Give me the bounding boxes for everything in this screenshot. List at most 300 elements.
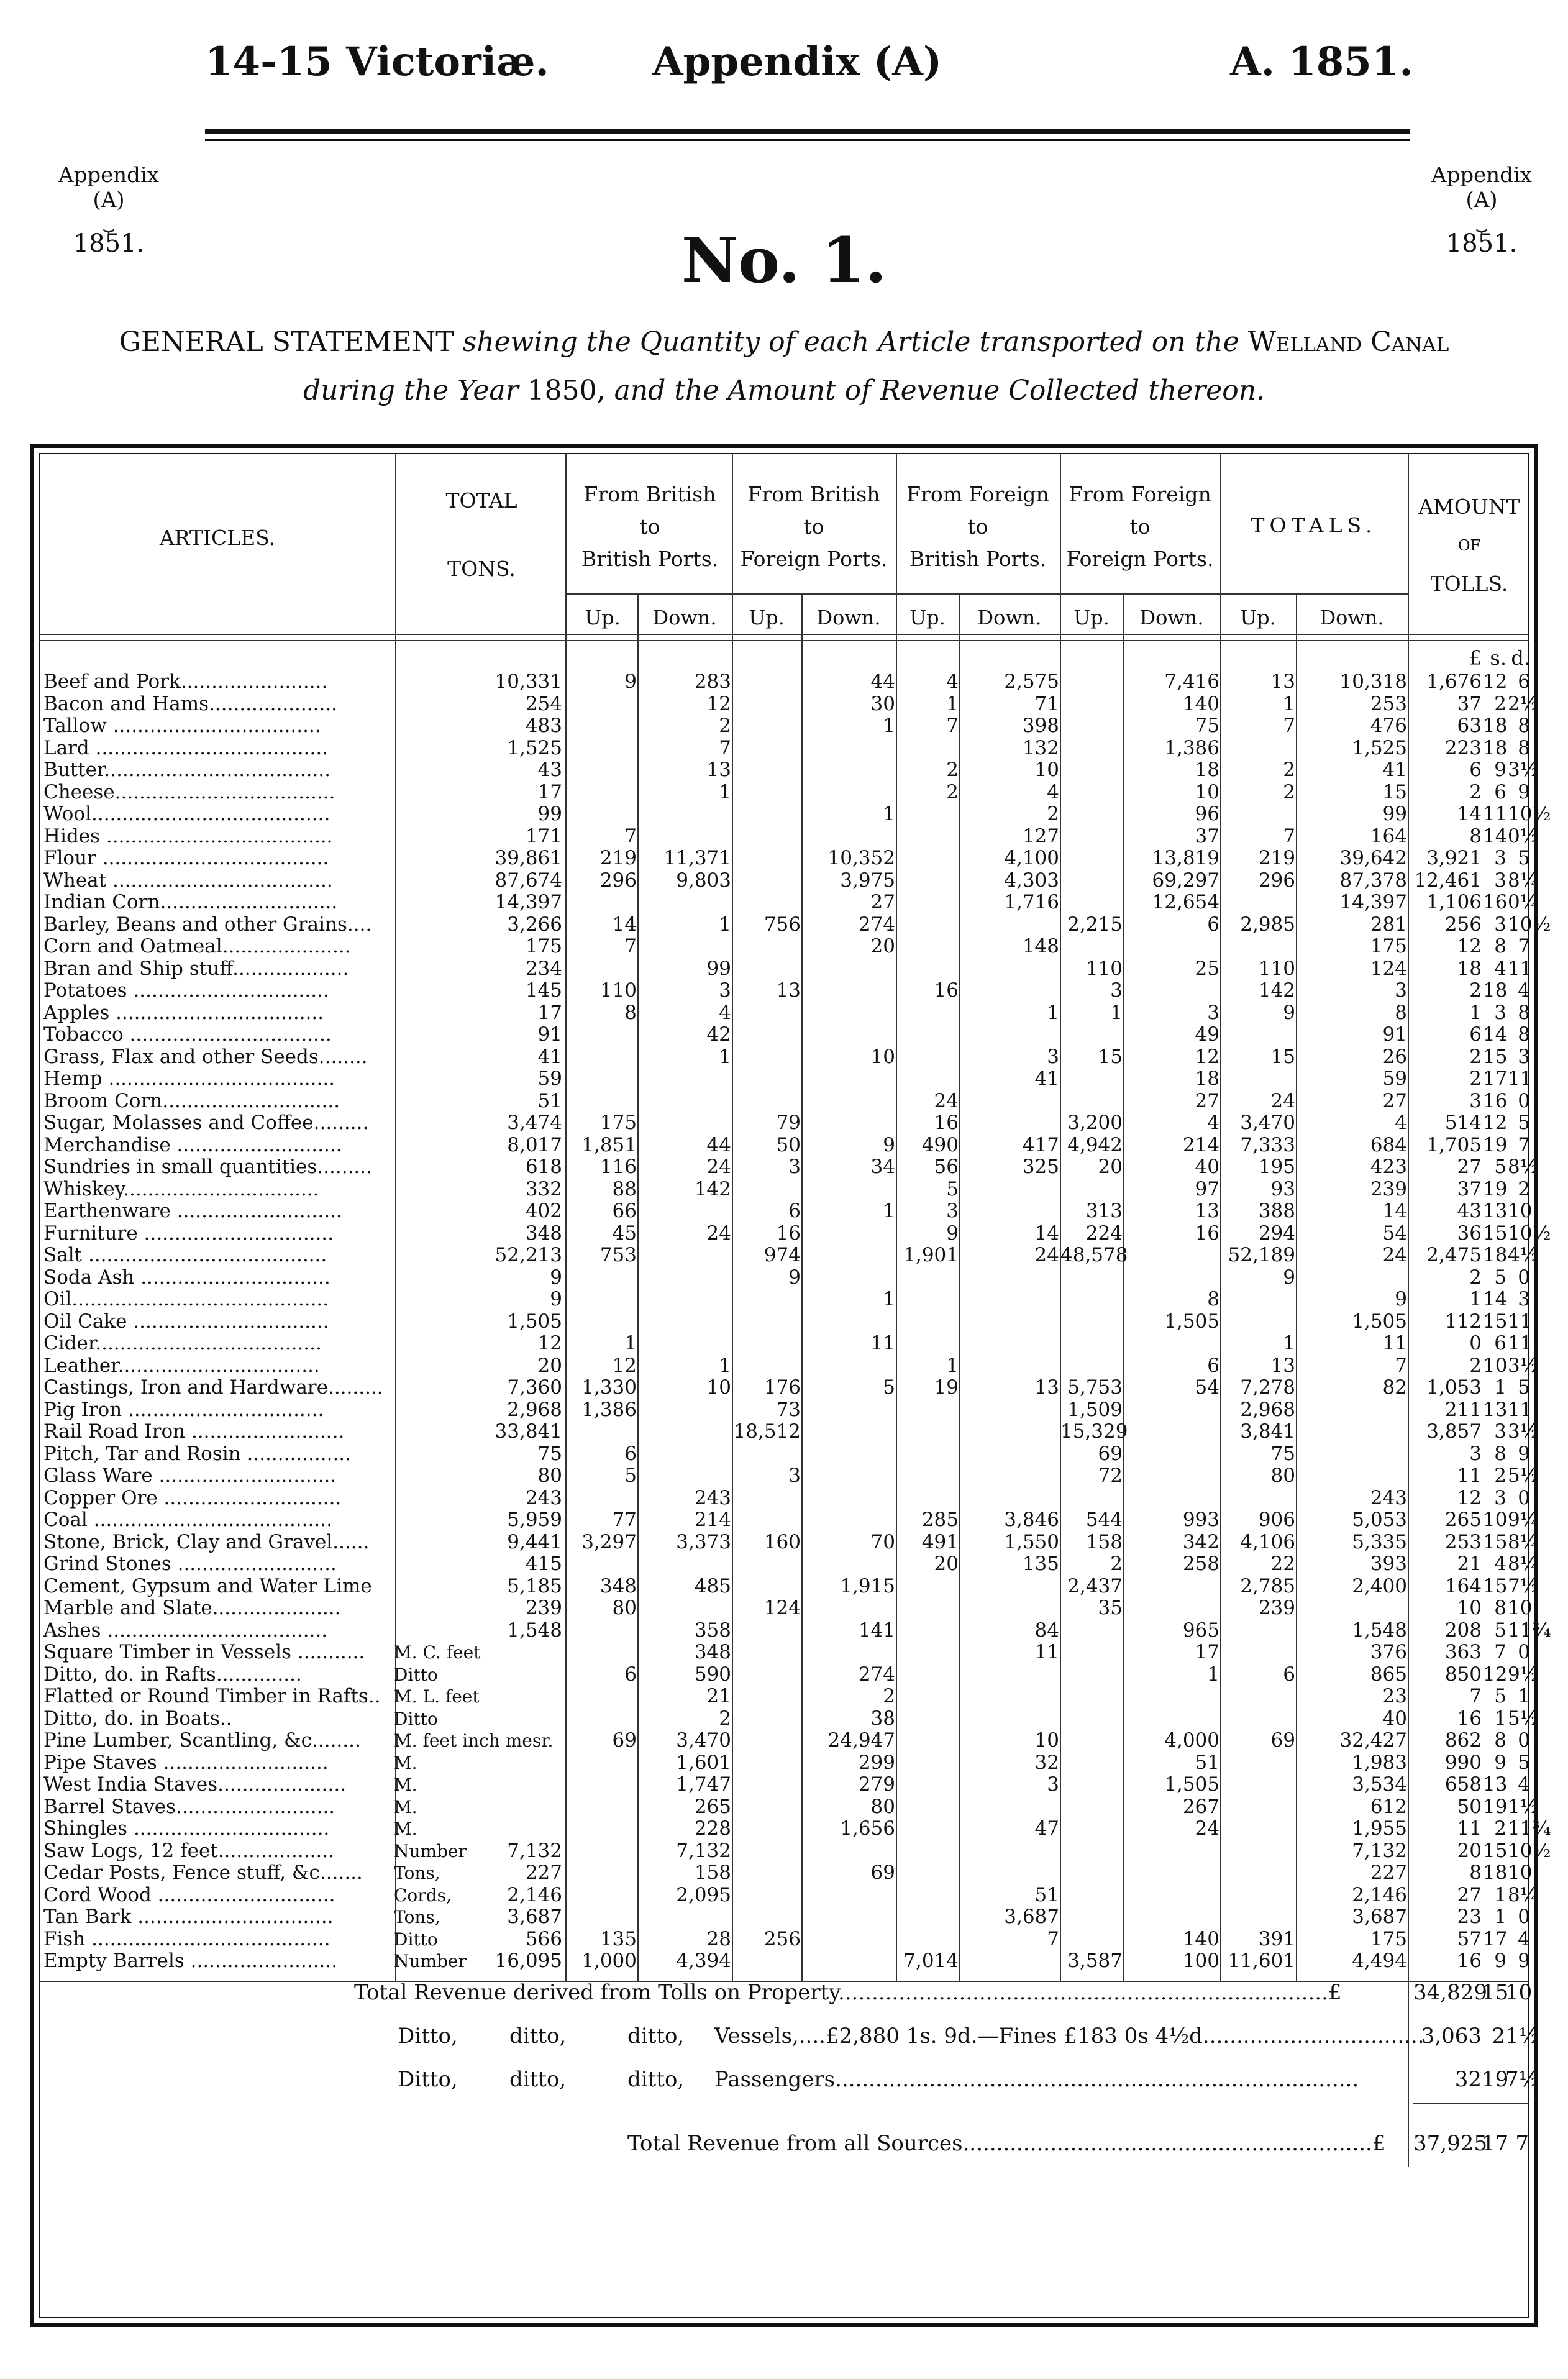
side-note-year: 1851. xyxy=(73,229,145,258)
total-tons: 17 xyxy=(537,1001,562,1024)
statement-w6: and the Amount of Revenue Collected thereon. xyxy=(614,375,1265,406)
tolls-shillings: 15 xyxy=(1483,1530,1508,1553)
tolls-shillings: 8 xyxy=(1494,1729,1506,1751)
col-header-bf-1: From British xyxy=(747,482,880,506)
bb-down: 243 xyxy=(694,1486,731,1509)
totals-up: 219 xyxy=(1258,847,1295,869)
table-row xyxy=(0,1135,1568,1157)
ff-down: 12 xyxy=(1195,1045,1219,1068)
totals-up: 52,189 xyxy=(1228,1244,1295,1266)
tolls-pence: 8¼ xyxy=(1508,869,1539,892)
table-row xyxy=(0,1223,1568,1245)
total-tons: 51 xyxy=(537,1089,562,1112)
tolls-pence: 10 xyxy=(1508,1597,1533,1619)
fb-up: 2 xyxy=(946,780,959,803)
col-header-totals: TOTALS. xyxy=(1251,513,1377,537)
tolls-pounds: 164 xyxy=(1444,1574,1482,1597)
revenue-property-shillings: 15 xyxy=(1482,1980,1509,2005)
totals-up: 7,333 xyxy=(1240,1133,1295,1156)
fb-down: 1 xyxy=(1047,1001,1059,1024)
totals-down: 2,146 xyxy=(1352,1883,1407,1906)
header-rule xyxy=(565,593,1408,595)
totals-down: 32,427 xyxy=(1339,1729,1407,1751)
ff-up: 20 xyxy=(1098,1156,1123,1178)
bf-down: 34 xyxy=(870,1156,895,1178)
bf-up: 9 xyxy=(788,1266,801,1289)
totals-up: 93 xyxy=(1270,1177,1295,1200)
ff-down: 1,505 xyxy=(1164,1773,1219,1796)
tolls-pounds: 11 xyxy=(1457,1464,1482,1487)
col-header-bb xyxy=(568,478,731,575)
fb-down: 1,550 xyxy=(1004,1530,1059,1553)
tolls-pence: 3 xyxy=(1518,1288,1530,1310)
totals-up: 2,985 xyxy=(1240,913,1295,936)
table-row xyxy=(0,1532,1568,1554)
bf-down: 70 xyxy=(870,1530,895,1553)
article-name: Pitch, Tar and Rosin ................. xyxy=(43,1442,352,1465)
totals-down: 239 xyxy=(1370,1177,1407,1200)
revenue-total-shillings: 17 xyxy=(1482,2131,1509,2156)
bb-up: 1,851 xyxy=(581,1133,637,1156)
tolls-pence: 8¼ xyxy=(1508,1553,1539,1575)
col-header-bb-2: to xyxy=(639,514,660,539)
tolls-pence: 11¾ xyxy=(1508,1817,1551,1840)
statement-w1: GENERAL STATEMENT xyxy=(119,326,454,358)
totals-down: 3,534 xyxy=(1352,1773,1407,1796)
tolls-shillings: 16 xyxy=(1483,1089,1508,1112)
ff-down: 96 xyxy=(1195,803,1219,825)
total-tons: 145 xyxy=(525,979,562,1002)
fb-down: 135 xyxy=(1022,1553,1059,1575)
tolls-shillings: 1 xyxy=(1494,1376,1506,1399)
totals-up: 906 xyxy=(1258,1509,1295,1531)
bb-up: 45 xyxy=(612,1221,637,1244)
tolls-pounds: 43 xyxy=(1457,1200,1482,1222)
ff-up: 3 xyxy=(1110,979,1123,1002)
article-name: Wool....................................... xyxy=(43,803,330,825)
tolls-shillings: 5 xyxy=(1494,1685,1506,1707)
ff-down: 258 xyxy=(1182,1553,1219,1575)
article-name: Salt ....................................... xyxy=(43,1244,327,1266)
total-tons: 332 xyxy=(525,1177,562,1200)
tolls-pence: 3½ xyxy=(1508,759,1539,781)
tolls-pence: 10 xyxy=(1508,1200,1533,1222)
table-row xyxy=(0,1884,1568,1907)
statement-title-line1 xyxy=(0,326,1568,358)
brace-icon: ⏟ xyxy=(103,211,114,232)
table-row xyxy=(0,803,1568,826)
col-header-total-2: TONS. xyxy=(447,557,516,581)
bb-down: 99 xyxy=(706,957,731,980)
bf-down: 141 xyxy=(858,1619,895,1642)
bb-down: 44 xyxy=(706,1133,731,1156)
tolls-pence: 5 xyxy=(1518,1112,1530,1134)
tolls-pence: 7½ xyxy=(1508,1574,1539,1597)
tolls-pence: 11 xyxy=(1508,1332,1533,1354)
table-row xyxy=(0,1509,1568,1532)
tolls-shillings: 14 xyxy=(1483,1023,1508,1046)
fb-up: 1 xyxy=(946,692,959,715)
ff-down: 965 xyxy=(1182,1619,1219,1642)
table-row xyxy=(0,1730,1568,1752)
bf-up: 756 xyxy=(763,913,801,936)
tolls-pence: 0 xyxy=(1518,1266,1530,1289)
bb-up: 116 xyxy=(599,1156,637,1178)
totals-up: 13 xyxy=(1270,1354,1295,1377)
table-row xyxy=(0,1179,1568,1201)
bb-up: 7 xyxy=(624,935,637,957)
bb-down: 21 xyxy=(706,1685,731,1707)
ff-up: 110 xyxy=(1085,957,1123,980)
tolls-pounds: 21 xyxy=(1457,1553,1482,1575)
tolls-pounds: 3,921 xyxy=(1426,847,1482,869)
totals-down: 3 xyxy=(1395,979,1407,1002)
article-name: Square Timber in Vessels ........... xyxy=(43,1641,365,1663)
article-name: Broom Corn............................. xyxy=(43,1089,340,1112)
article-name: Corn and Oatmeal..................... xyxy=(43,935,351,957)
total-tons: 2,146 xyxy=(507,1883,562,1906)
fb-down: 3,687 xyxy=(1004,1906,1059,1928)
tolls-shillings: 5 xyxy=(1494,1619,1506,1642)
tolls-shillings: 15 xyxy=(1483,1221,1508,1244)
tolls-shillings: 15 xyxy=(1483,1574,1508,1597)
bb-up: 66 xyxy=(612,1200,637,1222)
col-header-amount-1: AMOUNT xyxy=(1418,495,1520,519)
totals-up: 7 xyxy=(1283,824,1295,847)
total-tons: 175 xyxy=(525,935,562,957)
bb-up: 80 xyxy=(612,1597,637,1619)
tolls-shillings: 9 xyxy=(1494,1751,1506,1774)
article-name: Potatoes ................................ xyxy=(43,979,329,1002)
tolls-pence: 11 xyxy=(1508,957,1533,980)
totals-down: 10,318 xyxy=(1339,670,1407,693)
tolls-pounds: 8 xyxy=(1469,1861,1482,1884)
total-tons: 41 xyxy=(537,1045,562,1068)
subheader-down: Down. xyxy=(1320,606,1384,629)
ff-down: 6 xyxy=(1207,1354,1219,1377)
totals-down: 99 xyxy=(1382,803,1407,825)
tolls-shillings: 3 xyxy=(1494,1486,1506,1509)
tolls-pounds: 2 xyxy=(1469,1266,1482,1289)
unit-label: Ditto xyxy=(394,1708,438,1729)
totals-up: 2 xyxy=(1283,759,1295,781)
tolls-pounds: 211 xyxy=(1444,1398,1482,1421)
table-row xyxy=(0,1664,1568,1686)
totals-down: 376 xyxy=(1370,1641,1407,1663)
article-name: Furniture ............................... xyxy=(43,1221,334,1244)
bb-up: 348 xyxy=(599,1574,637,1597)
article-name: Cider..................................... xyxy=(43,1332,322,1354)
bf-up: 256 xyxy=(763,1927,801,1950)
article-name: Wheat .................................... xyxy=(43,869,333,892)
article-name: Pig Iron ................................ xyxy=(43,1398,324,1421)
tolls-shillings: 13 xyxy=(1483,1398,1508,1421)
fb-down: 148 xyxy=(1022,935,1059,957)
fb-down: 7 xyxy=(1047,1927,1059,1950)
bb-down: 42 xyxy=(706,1023,731,1046)
tolls-shillings: 1 xyxy=(1494,1707,1506,1730)
table-row xyxy=(0,914,1568,936)
ff-down: 17 xyxy=(1195,1641,1219,1663)
ff-up: 15 xyxy=(1098,1045,1123,1068)
tolls-shillings: 3 xyxy=(1494,869,1506,892)
bf-down: 69 xyxy=(870,1861,895,1884)
totals-down: 3,687 xyxy=(1352,1906,1407,1928)
tolls-pence: 3 xyxy=(1518,1045,1530,1068)
tolls-pence: 9 xyxy=(1518,1442,1530,1465)
revenue-total-pence: 7 xyxy=(1515,2131,1529,2156)
revenue-total-pounds: 37,925 xyxy=(1413,2131,1487,2156)
bf-down: 299 xyxy=(858,1751,895,1774)
article-name: Earthenware ........................... xyxy=(43,1200,342,1222)
bf-up: 13 xyxy=(776,979,801,1002)
article-name: Whiskey................................ xyxy=(43,1177,319,1200)
article-name: Coal ....................................... xyxy=(43,1509,332,1531)
statement-w3: Welland Canal xyxy=(1247,326,1449,358)
fb-down: 3,846 xyxy=(1004,1509,1059,1531)
table-row xyxy=(0,671,1568,693)
tolls-shillings: 12 xyxy=(1483,1112,1508,1134)
article-name: Barrel Staves.......................... xyxy=(43,1795,335,1818)
article-name: West India Staves..................... xyxy=(43,1773,347,1796)
bf-up: 176 xyxy=(763,1376,801,1399)
tolls-shillings: 5 xyxy=(1494,1266,1506,1289)
bb-down: 142 xyxy=(694,1177,731,1200)
total-tons: 5,185 xyxy=(507,1574,562,1597)
fb-up: 1,901 xyxy=(903,1244,959,1266)
tolls-pounds: 10 xyxy=(1457,1597,1482,1619)
tolls-pence: 4½ xyxy=(1508,1244,1539,1266)
totals-down: 393 xyxy=(1370,1553,1407,1575)
table-row xyxy=(0,1465,1568,1487)
bf-down: 80 xyxy=(870,1795,895,1818)
col-header-ff-1: From Foreign xyxy=(1069,482,1211,506)
tolls-pence: 3½ xyxy=(1508,1354,1539,1377)
article-name: Barley, Beans and other Grains.... xyxy=(43,913,372,936)
article-name: Hides ..................................... xyxy=(43,824,333,847)
totals-up: 2,968 xyxy=(1240,1398,1295,1421)
fb-down: 132 xyxy=(1022,736,1059,759)
totals-up: 1 xyxy=(1283,692,1295,715)
totals-down: 164 xyxy=(1370,824,1407,847)
running-head-right: A. 1851. xyxy=(1230,39,1413,85)
ff-up: 2,437 xyxy=(1067,1574,1123,1597)
tolls-pence: 11 xyxy=(1508,1310,1533,1333)
subheader-up: Up. xyxy=(585,606,621,629)
table-row xyxy=(0,1597,1568,1620)
totals-up: 7,278 xyxy=(1240,1376,1295,1399)
total-tons: 3,687 xyxy=(507,1906,562,1928)
bb-down: 10 xyxy=(706,1376,731,1399)
table-row xyxy=(0,715,1568,737)
brace-icon: ⏟ xyxy=(1476,211,1487,232)
totals-down: 54 xyxy=(1382,1221,1407,1244)
table-row xyxy=(0,1377,1568,1399)
total-tons: 3,474 xyxy=(507,1112,562,1134)
tolls-pence: 5 xyxy=(1518,1376,1530,1399)
fb-down: 51 xyxy=(1034,1883,1059,1906)
tolls-shillings: 4 xyxy=(1494,1553,1506,1575)
tolls-shillings: 14 xyxy=(1483,1288,1508,1310)
ff-up: 1,509 xyxy=(1067,1398,1123,1421)
ff-down: 13 xyxy=(1195,1200,1219,1222)
pounds-symbol: £ xyxy=(1469,646,1482,670)
subheader-up: Up. xyxy=(909,606,946,629)
tolls-shillings: 8 xyxy=(1494,1597,1506,1619)
tolls-shillings: 16 xyxy=(1483,891,1508,913)
tolls-shillings: 15 xyxy=(1483,1045,1508,1068)
fb-down: 398 xyxy=(1022,715,1059,737)
fb-up: 3 xyxy=(946,1200,959,1222)
article-name: Sugar, Molasses and Coffee......... xyxy=(43,1112,369,1134)
tolls-pence: 5 xyxy=(1518,847,1530,869)
total-tons: 75 xyxy=(537,1442,562,1465)
unit-label: Tons, xyxy=(394,1907,440,1927)
ff-down: 100 xyxy=(1182,1950,1219,1972)
totals-up: 388 xyxy=(1258,1200,1295,1222)
total-tons: 8,017 xyxy=(507,1133,562,1156)
article-name: Pipe Staves ........................... xyxy=(43,1751,329,1774)
bf-down: 10 xyxy=(870,1045,895,1068)
totals-down: 175 xyxy=(1370,935,1407,957)
bf-down: 27 xyxy=(870,891,895,913)
tolls-shillings: 19 xyxy=(1483,1133,1508,1156)
unit-label: Number xyxy=(394,1951,467,1971)
fb-down: 24 xyxy=(1034,1244,1059,1266)
side-note-sub: (A) xyxy=(1465,188,1498,212)
article-name: Flour ..................................... xyxy=(43,847,329,869)
bf-down: 38 xyxy=(870,1707,895,1730)
tolls-pence: 8 xyxy=(1518,1023,1530,1046)
bb-down: 485 xyxy=(694,1574,731,1597)
bb-up: 6 xyxy=(624,1663,637,1686)
totals-down: 4,494 xyxy=(1352,1950,1407,1972)
article-name: Bacon and Hams..................... xyxy=(43,692,338,715)
ff-up: 224 xyxy=(1085,1221,1123,1244)
bb-down: 1 xyxy=(719,1045,731,1068)
ff-down: 8 xyxy=(1207,1288,1219,1310)
total-tons: 20 xyxy=(537,1354,562,1377)
tolls-shillings: 18 xyxy=(1483,736,1508,759)
col-header-bf-3: Foreign Ports. xyxy=(740,547,888,571)
ff-down: 25 xyxy=(1195,957,1219,980)
revenue-vessels-label: Vessels,....£2,880 1s. 9d.—Fines £183 0s 4½d................................. xyxy=(714,2024,1424,2048)
tolls-pounds: 253 xyxy=(1444,1530,1482,1553)
tolls-pounds: 14 xyxy=(1457,803,1482,825)
fb-up: 4 xyxy=(946,670,959,693)
table-row xyxy=(0,1686,1568,1708)
unit-label: M. L. feet xyxy=(394,1686,480,1707)
fb-down: 11 xyxy=(1034,1641,1059,1663)
tolls-pence: 9¼ xyxy=(1508,1509,1539,1531)
bb-up: 1 xyxy=(624,1332,637,1354)
ff-down: 24 xyxy=(1195,1817,1219,1840)
total-tons: 348 xyxy=(525,1221,562,1244)
totals-up: 3,470 xyxy=(1240,1112,1295,1134)
tolls-pounds: 208 xyxy=(1444,1619,1482,1642)
fb-down: 4,100 xyxy=(1004,847,1059,869)
article-name: Cord Wood ............................. xyxy=(43,1883,335,1906)
total-tons: 483 xyxy=(525,715,562,737)
tolls-shillings: 3 xyxy=(1494,1001,1506,1024)
unit-label: Cords, xyxy=(394,1884,452,1906)
revenue-property-pence: 10 xyxy=(1505,1980,1533,2005)
article-name: Castings, Iron and Hardware......... xyxy=(43,1376,383,1399)
tolls-pounds: 514 xyxy=(1444,1112,1482,1134)
fb-up: 16 xyxy=(934,1112,959,1134)
tolls-pence: 8 xyxy=(1518,736,1530,759)
tolls-shillings: 8 xyxy=(1494,1442,1506,1465)
subheader-down: Down. xyxy=(1139,606,1204,629)
fb-up: 7 xyxy=(946,715,959,737)
bb-down: 24 xyxy=(706,1221,731,1244)
article-name: Cement, Gypsum and Water Lime xyxy=(43,1574,372,1597)
total-tons: 43 xyxy=(537,759,562,781)
total-tons: 91 xyxy=(537,1023,562,1046)
article-name: Butter..................................... xyxy=(43,759,331,781)
bb-up: 88 xyxy=(612,1177,637,1200)
article-name: Indian Corn............................. xyxy=(43,891,338,913)
fb-up: 56 xyxy=(934,1156,959,1178)
total-tons: 1,505 xyxy=(507,1310,562,1333)
tolls-shillings: 3 xyxy=(1494,847,1506,869)
tolls-pence: 2½ xyxy=(1508,692,1539,715)
unit-label: M. xyxy=(394,1752,417,1773)
tolls-pounds: 3,857 xyxy=(1426,1420,1482,1443)
tolls-pence: 3½ xyxy=(1508,1420,1539,1443)
header-rule xyxy=(39,634,1529,635)
bf-down: 30 xyxy=(870,692,895,715)
article-name: Flatted or Round Timber in Rafts.. xyxy=(43,1685,381,1707)
table-row xyxy=(0,1399,1568,1422)
tolls-shillings: 1 xyxy=(1494,1883,1506,1906)
ff-down: 13,819 xyxy=(1152,847,1219,869)
document-number: No. 1. xyxy=(681,224,887,297)
col-header-bf-2: to xyxy=(803,514,824,539)
table-row xyxy=(0,958,1568,980)
tolls-pence: 11 xyxy=(1508,1067,1533,1090)
totals-up: 142 xyxy=(1258,979,1295,1002)
totals-down: 124 xyxy=(1370,957,1407,980)
running-head-center: Appendix (A) xyxy=(652,39,942,85)
article-name: Shingles ................................ xyxy=(43,1817,330,1840)
totals-up: 296 xyxy=(1258,869,1295,892)
ff-down: 1 xyxy=(1207,1663,1219,1686)
tolls-pounds: 27 xyxy=(1457,1156,1482,1178)
article-name: Copper Ore ............................. xyxy=(43,1486,342,1509)
bb-up: 77 xyxy=(612,1509,637,1531)
table-row xyxy=(0,693,1568,716)
table-row xyxy=(0,1090,1568,1113)
ff-down: 51 xyxy=(1195,1751,1219,1774)
bb-up: 14 xyxy=(612,913,637,936)
totals-up: 239 xyxy=(1258,1597,1295,1619)
bb-down: 11,371 xyxy=(663,847,731,869)
bb-up: 1,330 xyxy=(581,1376,637,1399)
total-tons: 59 xyxy=(537,1067,562,1090)
tolls-pounds: 2 xyxy=(1469,1354,1482,1377)
unit-label: M. xyxy=(394,1796,417,1817)
statement-w2: shewing the Quantity of each Article transported on the xyxy=(462,326,1239,358)
bb-down: 214 xyxy=(694,1509,731,1531)
bb-up: 9 xyxy=(624,670,637,693)
table-row xyxy=(0,980,1568,1002)
total-tons: 39,861 xyxy=(495,847,562,869)
unit-label: Ditto xyxy=(394,1664,438,1685)
article-name: Lard ...................................... xyxy=(43,736,329,759)
bb-down: 24 xyxy=(706,1156,731,1178)
total-tons: 402 xyxy=(525,1200,562,1222)
